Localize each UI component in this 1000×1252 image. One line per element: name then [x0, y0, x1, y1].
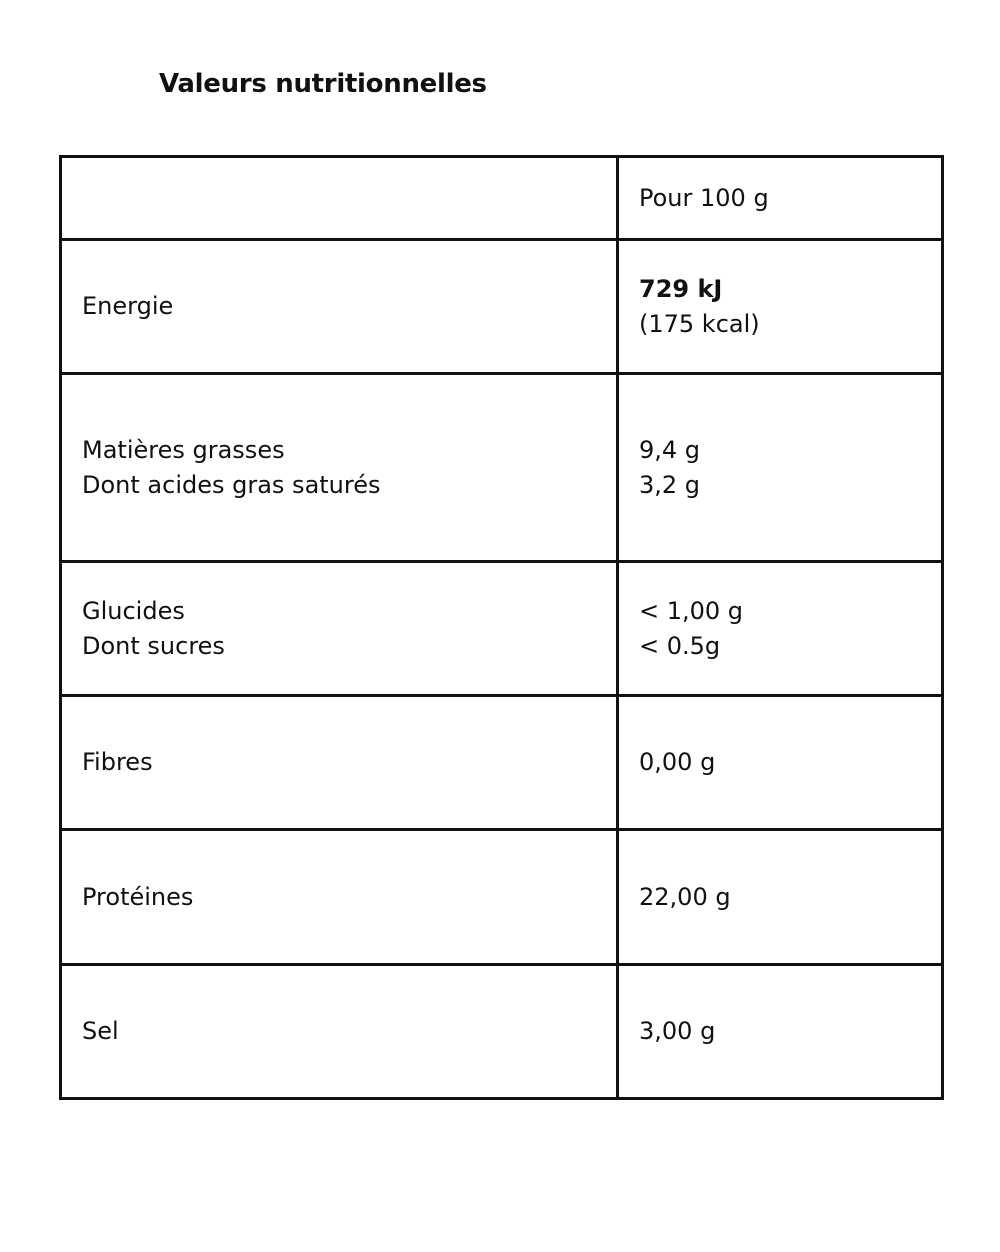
table-row-salt [61, 965, 943, 1099]
nutrient-value: 3,00 g [639, 1017, 716, 1045]
value-cell [618, 562, 943, 696]
nutrient-value: 729 kJ [639, 274, 723, 303]
nutrient-label: Protéines [82, 882, 194, 911]
nutrient-value: < 1,00 g [639, 596, 744, 625]
value-cell [618, 696, 943, 830]
value-cell [618, 830, 943, 965]
nutrient-label: Glucides [82, 596, 185, 625]
header-value-cell: Pour 100 g [618, 157, 943, 240]
table-row-energy [61, 240, 943, 374]
table-header-row [61, 157, 943, 240]
nutrient-value: 22,00 g [639, 882, 731, 911]
nutrient-label: Dont sucres [82, 631, 225, 660]
table-row-carbohydrates [61, 562, 943, 696]
nutrient-label: Matières grasses [82, 435, 285, 464]
nutrition-table [59, 155, 944, 1100]
value-cell [618, 965, 943, 1099]
value-cell [618, 240, 943, 374]
nutrient-value: 3,2 g [639, 470, 701, 499]
nutrient-value: < 0.5g [639, 631, 721, 660]
label-cell [61, 696, 618, 830]
label-cell [61, 374, 618, 562]
value-cell [618, 374, 943, 562]
label-cell [61, 240, 618, 374]
page-title: Valeurs nutritionnelles [159, 69, 487, 99]
label-cell [61, 562, 618, 696]
nutrient-label: Dont acides gras saturés [82, 470, 381, 499]
nutrient-value: 0,00 g [639, 748, 716, 776]
label-cell [61, 965, 618, 1099]
nutrient-label: Sel [82, 1017, 119, 1045]
nutrient-label: Fibres [82, 748, 153, 776]
table-row-fat [61, 374, 943, 562]
table-row-protein [61, 830, 943, 965]
nutrient-value: 9,4 g [639, 435, 701, 464]
header-label-cell [61, 157, 618, 240]
label-cell [61, 830, 618, 965]
nutrient-label: Energie [82, 292, 174, 320]
table-row-fibre [61, 696, 943, 830]
nutrient-value: (175 kcal) [639, 309, 760, 338]
